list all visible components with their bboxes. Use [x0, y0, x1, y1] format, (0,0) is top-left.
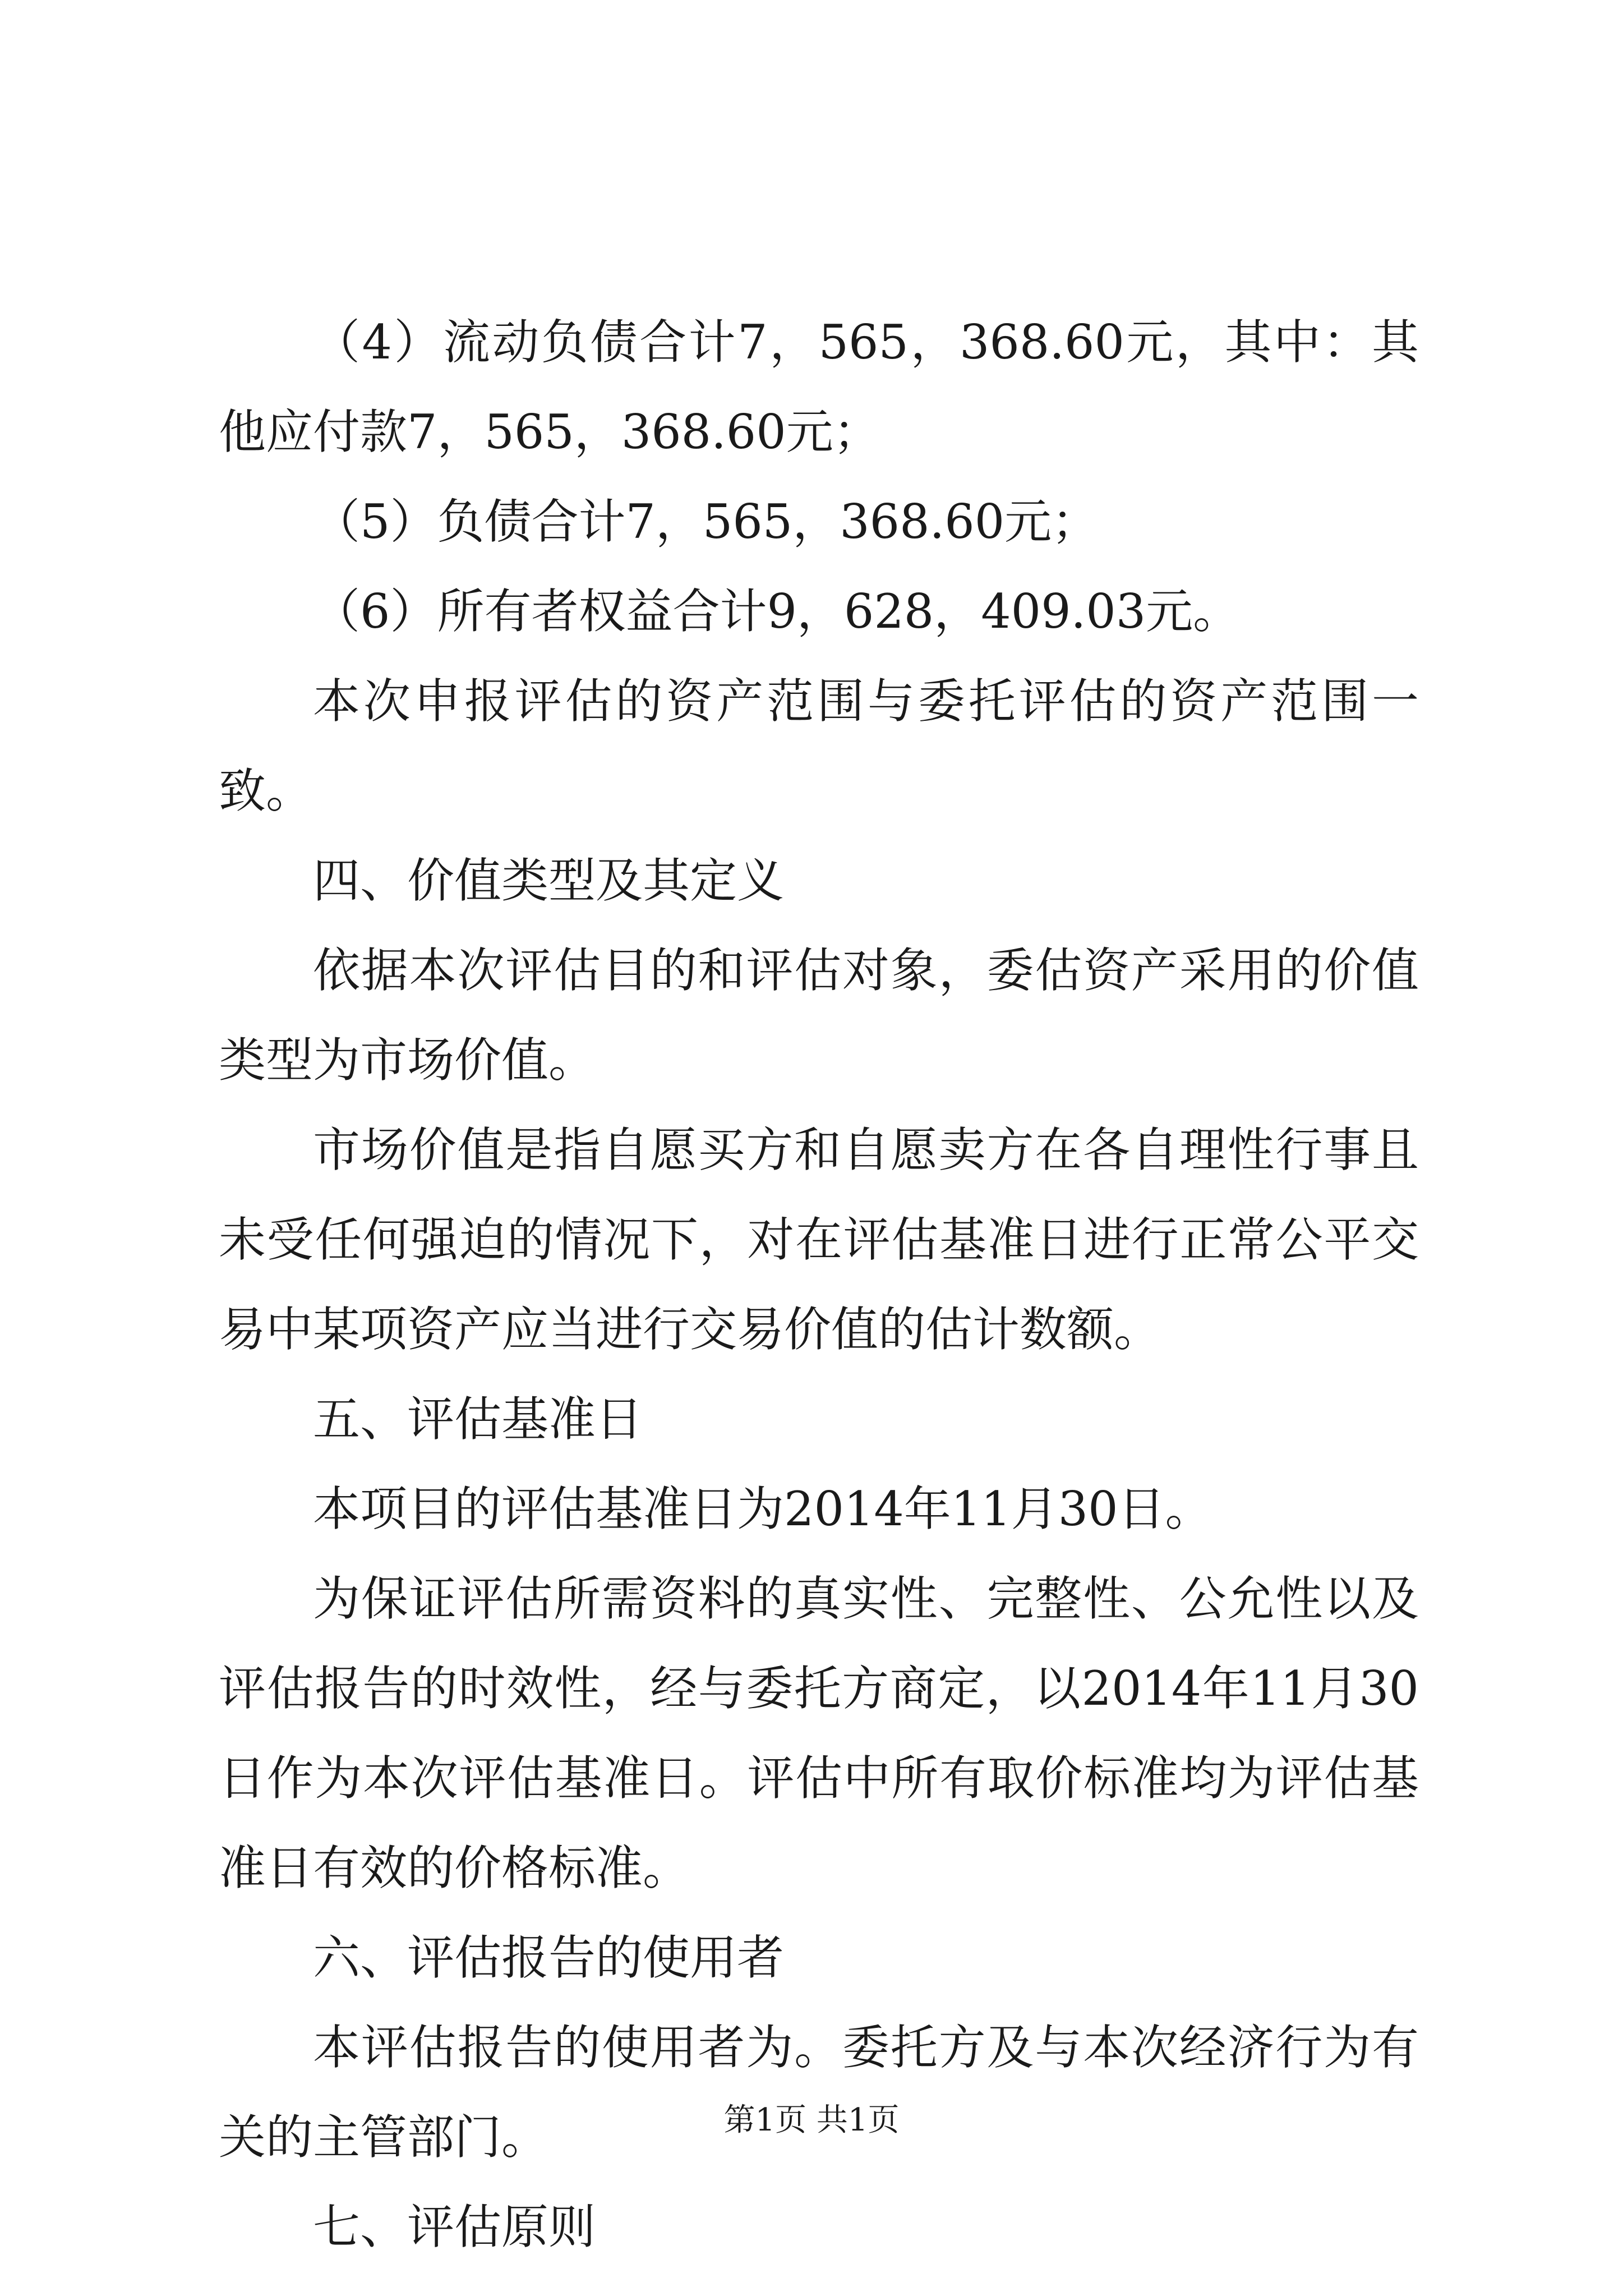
- paragraph-valuation-date-reason: 为保证评估所需资料的真实性、完整性、公允性以及评估报告的时效性，经与委托方商定，以2014年11月30日作为本次评估基准日。评估中所有取价标准均为评估基准日有效的价格标准。: [219, 1571, 1419, 1895]
- page-number: 第1页 共1页: [723, 2102, 900, 2138]
- section-heading-value-type: 四、价值类型及其定义: [313, 853, 785, 908]
- paragraph-asset-scope: 本次申报评估的资产范围与委托评估的资产范围一致。: [219, 674, 1419, 818]
- paragraph-total-liabilities: （5）负债合计7，565，368.60元；: [313, 494, 1099, 549]
- paragraph-current-liabilities: （4）流动负债合计7，565，368.60元，其中：其他应付款7，565，368.60元；: [219, 315, 1419, 459]
- section-heading-report-users: 六、评估报告的使用者: [313, 1930, 785, 1985]
- section-heading-valuation-date: 五、评估基准日: [313, 1392, 643, 1447]
- paragraph-owners-equity: （6）所有者权益合计9，628，409.03元。: [313, 584, 1241, 639]
- paragraph-value-type: 依据本次评估目的和评估对象，委估资产采用的价值类型为市场价值。: [219, 943, 1419, 1088]
- paragraph-market-value-definition: 市场价值是指自愿买方和自愿卖方在各自理性行事且未受任何强迫的情况下，对在评估基准日进行正常公平交易中某项资产应当进行交易价值的估计数额。: [219, 1122, 1419, 1357]
- page-footer: [0, 2098, 1623, 2143]
- paragraph-valuation-date: 本项目的评估基准日为2014年11月30日。: [313, 1481, 1212, 1536]
- paragraph-report-users: 本评估报告的使用者为。委托方及与本次经济行为有关的主管部门。: [219, 2020, 1419, 2165]
- section-heading-valuation-principles: 七、评估原则: [313, 2200, 596, 2254]
- document-body: [219, 297, 1419, 2272]
